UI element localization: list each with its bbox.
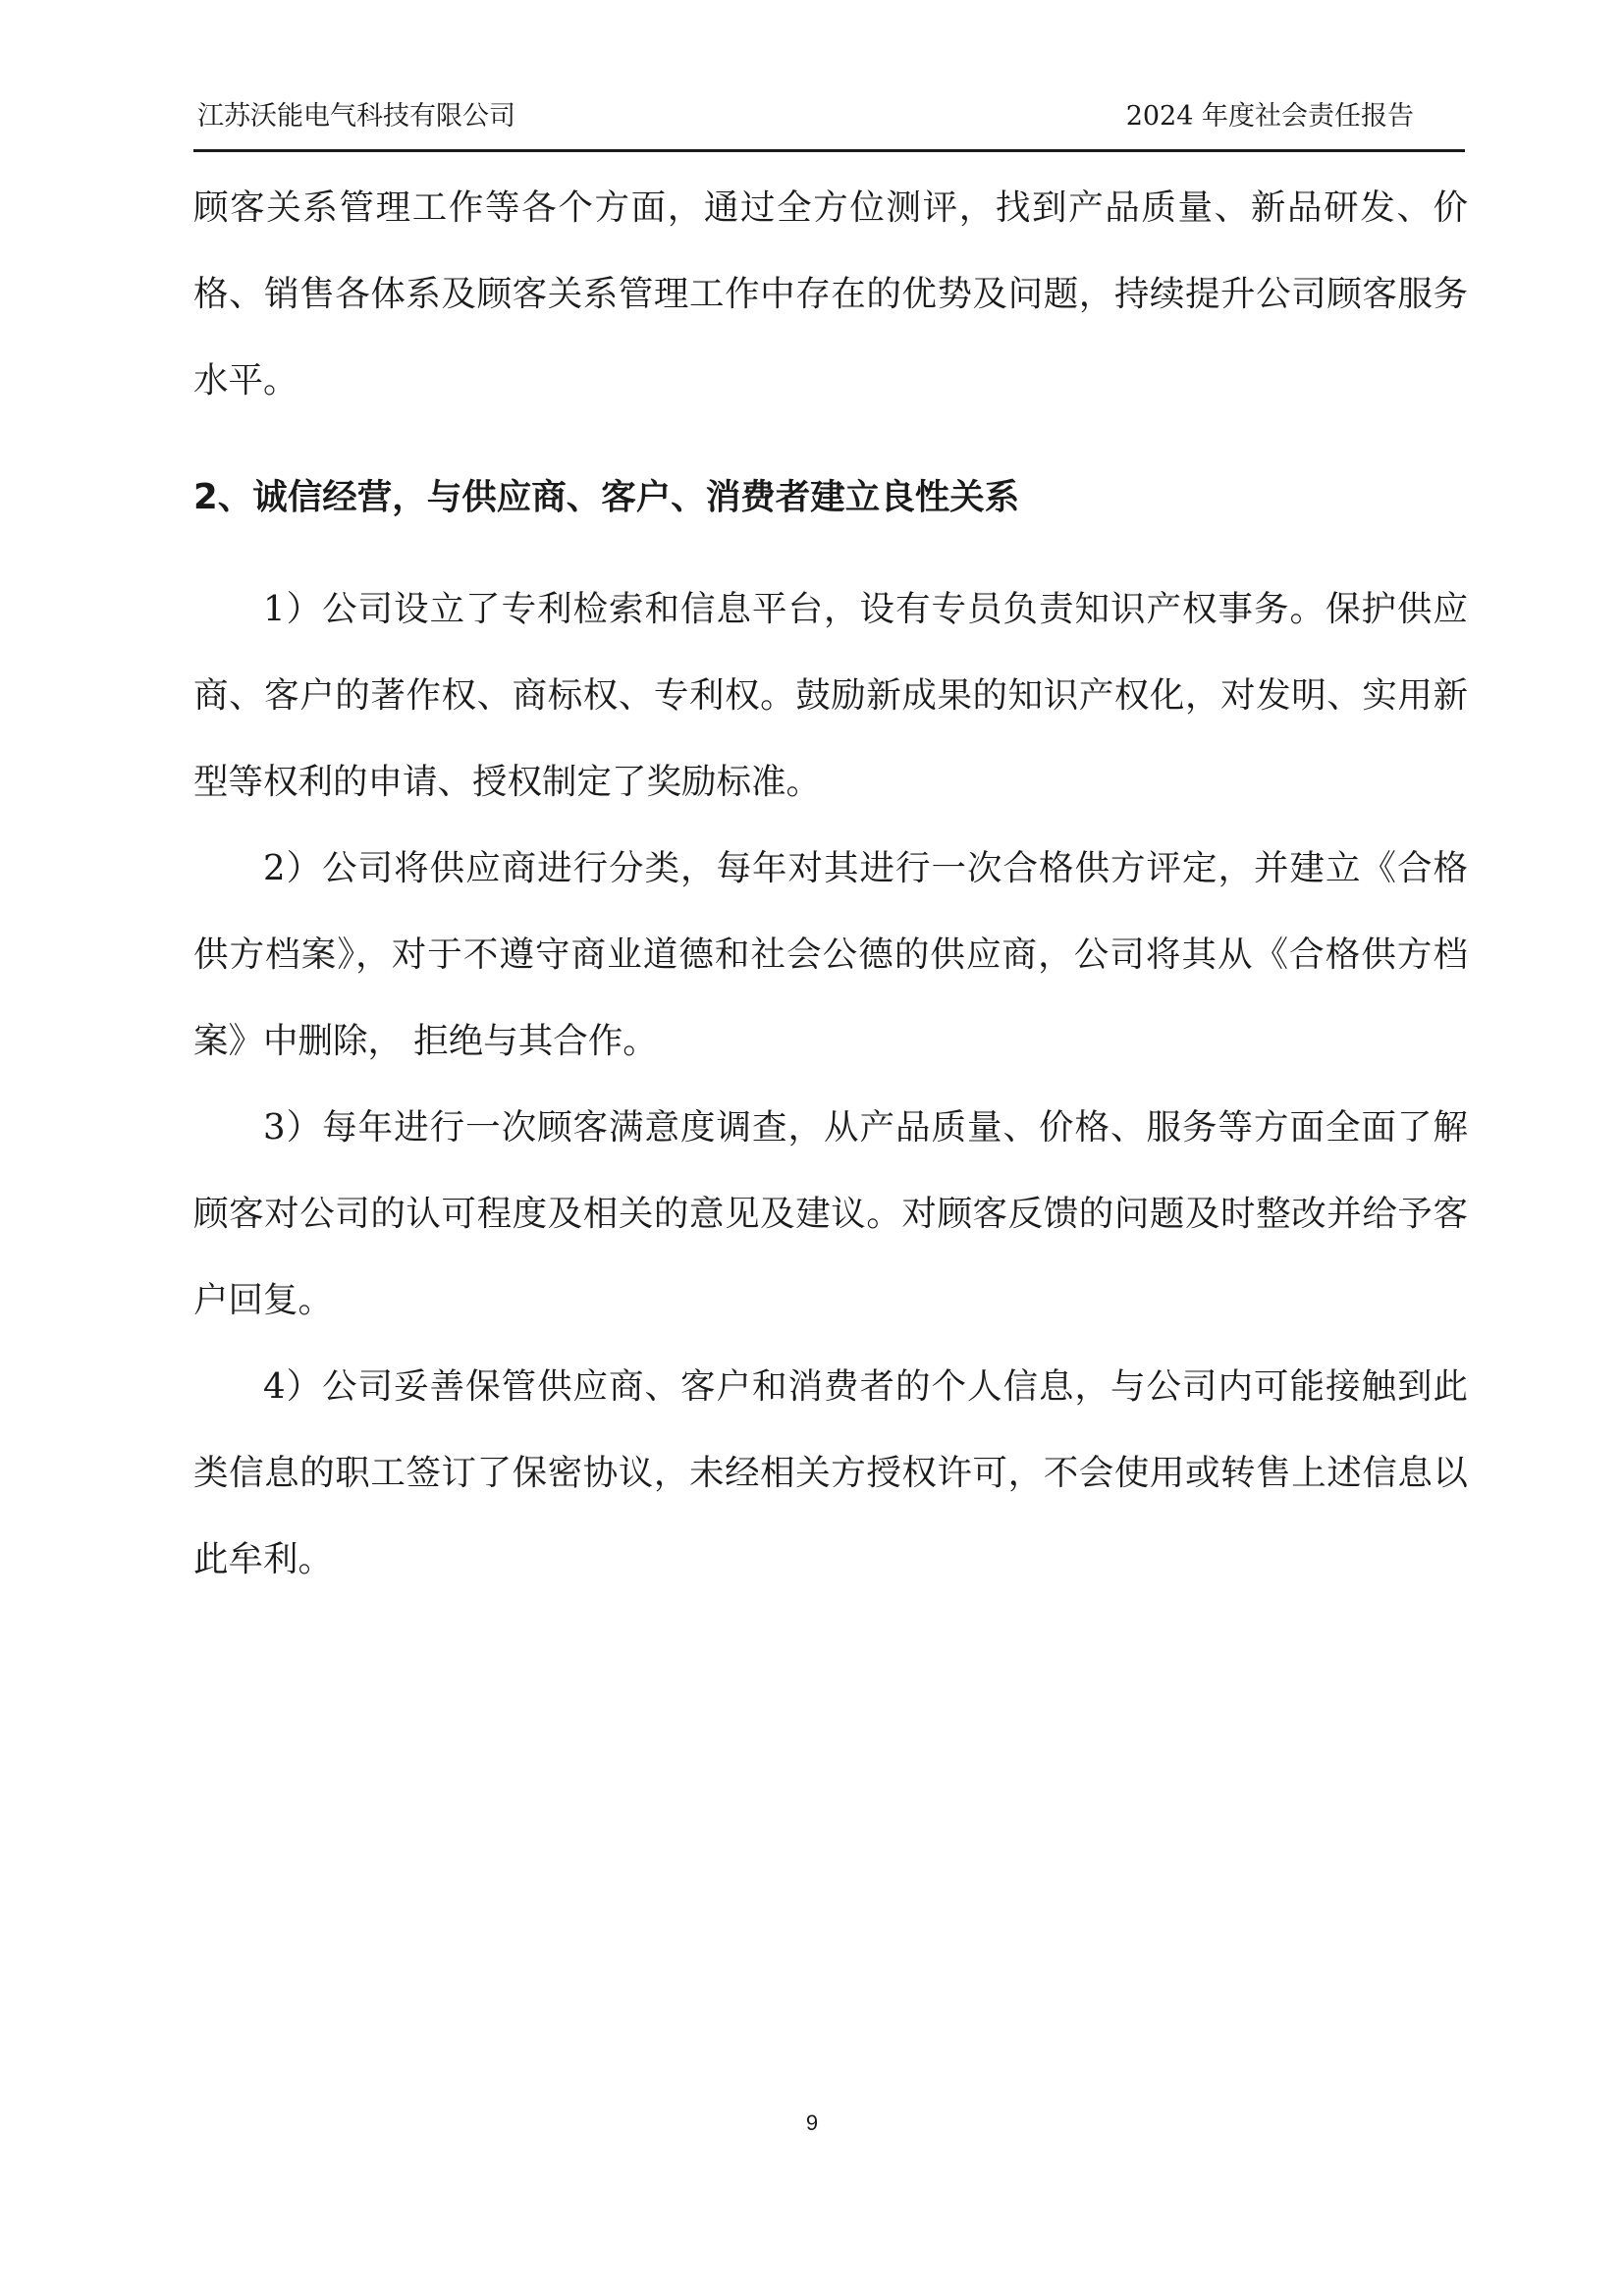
section-heading: 2、诚信经营，与供应商、客户、消费者建立良性关系: [193, 477, 1020, 517]
list-item: 2）公司将供应商进行分类，每年对其进行一次合格供方评定，并建立《合格供方档案》，对于不遵守商业道德和社会公德的供应商，公司将其从《合格供方档案》中删除， 拒绝与其合作。: [193, 848, 1468, 1061]
continuation-paragraph: 顾客关系管理工作等各个方面，通过全方位测评，找到产品质量、新品研发、价格、销售各体系及顾客关系管理工作中存在的优势及问题，持续提升公司顾客服务水平。: [193, 187, 1468, 400]
header-report-title: 2024 年度社会责任报告: [1125, 101, 1414, 132]
header-company-name: 江苏沃能电气科技有限公司: [197, 101, 515, 132]
page-body: [193, 165, 1468, 1603]
list-item: 1）公司设立了专利检索和信息平台，设有专员负责知识产权事务。保护供应商、客户的著作权、商标权、专利权。鼓励新成果的知识产权化，对发明、实用新型等权利的申请、授权制定了奖励标准。: [193, 589, 1468, 802]
list-item: 4）公司妥善保管供应商、客户和消费者的个人信息，与公司内可能接触到此类信息的职工签订了保密协议，未经相关方授权许可，不会使用或转售上述信息以此牟利。: [193, 1366, 1468, 1579]
page-header: [193, 90, 1465, 152]
list-item: 3）每年进行一次顾客满意度调查，从产品质量、价格、服务等方面全面了解顾客对公司的认可程度及相关的意见及建议。对顾客反馈的问题及时整改并给予客户回复。: [193, 1107, 1468, 1320]
page-number: 9: [805, 2110, 819, 2135]
